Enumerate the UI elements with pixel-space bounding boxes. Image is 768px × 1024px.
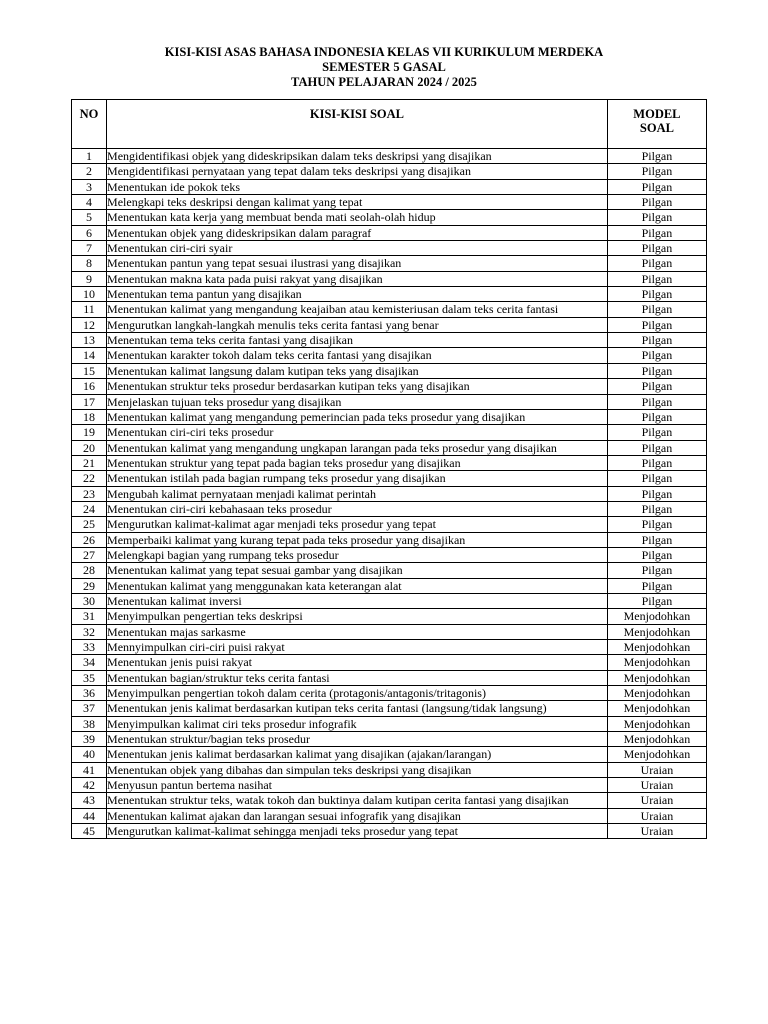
- row-model-soal: Pilgan: [607, 149, 706, 164]
- table-row: [72, 486, 707, 501]
- row-number: 7: [72, 241, 107, 256]
- row-model-soal: Uraian: [607, 824, 706, 839]
- row-number: 38: [72, 716, 107, 731]
- row-kisi-kisi: Mengubah kalimat pernyataan menjadi kalimat perintah: [107, 486, 608, 501]
- row-model-soal: Pilgan: [607, 333, 706, 348]
- row-number: 24: [72, 501, 107, 516]
- header-no: NO: [72, 100, 107, 149]
- row-number: 32: [72, 624, 107, 639]
- header-model-soal: [607, 100, 706, 149]
- table-row: [72, 732, 707, 747]
- table-row: [72, 747, 707, 762]
- row-kisi-kisi: Menyimpulkan kalimat ciri teks prosedur infografik: [107, 716, 608, 731]
- row-model-soal: Pilgan: [607, 486, 706, 501]
- row-number: 43: [72, 793, 107, 808]
- row-number: 23: [72, 486, 107, 501]
- row-number: 17: [72, 394, 107, 409]
- table-row: [72, 379, 707, 394]
- row-kisi-kisi: Menentukan karakter tokoh dalam teks cerita fantasi yang disajikan: [107, 348, 608, 363]
- row-model-soal: Menjodohkan: [607, 686, 706, 701]
- row-number: 30: [72, 593, 107, 608]
- row-kisi-kisi: Menyimpulkan pengertian teks deskripsi: [107, 609, 608, 624]
- row-number: 28: [72, 563, 107, 578]
- table-row: [72, 333, 707, 348]
- row-number: 13: [72, 333, 107, 348]
- row-model-soal: Pilgan: [607, 379, 706, 394]
- row-kisi-kisi: Menentukan kalimat yang mengandung pemerincian pada teks prosedur yang disajikan: [107, 409, 608, 424]
- table-row: [72, 578, 707, 593]
- row-model-soal: Menjodohkan: [607, 716, 706, 731]
- table-row: [72, 701, 707, 716]
- table-row: [72, 808, 707, 823]
- row-kisi-kisi: Menentukan ciri-ciri teks prosedur: [107, 425, 608, 440]
- row-model-soal: Uraian: [607, 808, 706, 823]
- table-row: [72, 164, 707, 179]
- table-row: [72, 394, 707, 409]
- row-kisi-kisi: Melengkapi bagian yang rumpang teks prosedur: [107, 547, 608, 562]
- row-kisi-kisi: Menentukan ciri-ciri syair: [107, 241, 608, 256]
- row-model-soal: Pilgan: [607, 517, 706, 532]
- row-number: 29: [72, 578, 107, 593]
- table-row: [72, 501, 707, 516]
- row-model-soal: Pilgan: [607, 578, 706, 593]
- row-kisi-kisi: Menentukan struktur yang tepat pada bagian teks prosedur yang disajikan: [107, 455, 608, 470]
- row-kisi-kisi: Mengidentifikasi pernyataan yang tepat dalam teks deskripsi yang disajikan: [107, 164, 608, 179]
- row-number: 15: [72, 363, 107, 378]
- table-row: [72, 409, 707, 424]
- row-model-soal: Pilgan: [607, 547, 706, 562]
- row-kisi-kisi: Menentukan kalimat ajakan dan larangan sesuai infografik yang disajikan: [107, 808, 608, 823]
- header-model-line-1: MODEL: [633, 107, 681, 121]
- row-model-soal: Menjodohkan: [607, 701, 706, 716]
- row-number: 21: [72, 455, 107, 470]
- row-number: 6: [72, 225, 107, 240]
- row-model-soal: Menjodohkan: [607, 732, 706, 747]
- row-kisi-kisi: Menentukan objek yang dideskripsikan dalam paragraf: [107, 225, 608, 240]
- row-kisi-kisi: Mengurutkan langkah-langkah menulis teks cerita fantasi yang benar: [107, 317, 608, 332]
- table-row: [72, 609, 707, 624]
- row-number: 41: [72, 762, 107, 777]
- table-row: [72, 455, 707, 470]
- table-row: [72, 256, 707, 271]
- row-number: 39: [72, 732, 107, 747]
- row-kisi-kisi: Menentukan bagian/struktur teks cerita fantasi: [107, 670, 608, 685]
- header-model-line-2: SOAL: [639, 121, 674, 135]
- table-row: [72, 517, 707, 532]
- row-number: 35: [72, 670, 107, 685]
- table-row: [72, 271, 707, 286]
- row-model-soal: Pilgan: [607, 241, 706, 256]
- table-row: [72, 563, 707, 578]
- row-number: 34: [72, 655, 107, 670]
- row-kisi-kisi: Menentukan struktur teks, watak tokoh dan buktinya dalam kutipan cerita fantasi yang disajikan: [107, 793, 608, 808]
- row-number: 45: [72, 824, 107, 839]
- table-row: [72, 179, 707, 194]
- row-model-soal: Pilgan: [607, 164, 706, 179]
- row-number: 20: [72, 440, 107, 455]
- row-model-soal: Pilgan: [607, 455, 706, 470]
- row-kisi-kisi: Menentukan ciri-ciri kebahasaan teks prosedur: [107, 501, 608, 516]
- row-kisi-kisi: Menentukan kalimat yang mengandung ungkapan larangan pada teks prosedur yang disajikan: [107, 440, 608, 455]
- row-model-soal: Menjodohkan: [607, 655, 706, 670]
- table-row: [72, 440, 707, 455]
- row-model-soal: Pilgan: [607, 563, 706, 578]
- row-kisi-kisi: Menjelaskan tujuan teks prosedur yang disajikan: [107, 394, 608, 409]
- row-model-soal: Menjodohkan: [607, 747, 706, 762]
- document-title: [0, 45, 768, 90]
- row-model-soal: Pilgan: [607, 532, 706, 547]
- table-row: [72, 195, 707, 210]
- row-number: 40: [72, 747, 107, 762]
- row-number: 5: [72, 210, 107, 225]
- row-kisi-kisi: Menentukan jenis kalimat berdasarkan kalimat yang disajikan (ajakan/larangan): [107, 747, 608, 762]
- row-number: 16: [72, 379, 107, 394]
- table-row: [72, 778, 707, 793]
- row-number: 10: [72, 287, 107, 302]
- title-line-2: SEMESTER 5 GASAL: [322, 60, 446, 74]
- row-model-soal: Menjodohkan: [607, 624, 706, 639]
- table-row: [72, 593, 707, 608]
- row-number: 25: [72, 517, 107, 532]
- row-number: 11: [72, 302, 107, 317]
- row-kisi-kisi: Menentukan tema pantun yang disajikan: [107, 287, 608, 302]
- header-kisi-kisi-soal: KISI-KISI SOAL: [107, 100, 608, 149]
- row-kisi-kisi: Menentukan kalimat yang tepat sesuai gambar yang disajikan: [107, 563, 608, 578]
- table-row: [72, 225, 707, 240]
- table-row: [72, 640, 707, 655]
- table-row: [72, 317, 707, 332]
- table-row: [72, 241, 707, 256]
- row-model-soal: Pilgan: [607, 440, 706, 455]
- table-row: [72, 302, 707, 317]
- table-row: [72, 716, 707, 731]
- row-kisi-kisi: Menentukan ide pokok teks: [107, 179, 608, 194]
- row-model-soal: Pilgan: [607, 195, 706, 210]
- row-kisi-kisi: Menentukan makna kata pada puisi rakyat yang disajikan: [107, 271, 608, 286]
- row-model-soal: Pilgan: [607, 425, 706, 440]
- row-model-soal: Pilgan: [607, 302, 706, 317]
- row-model-soal: Pilgan: [607, 225, 706, 240]
- table-row: [72, 471, 707, 486]
- table-row: [72, 655, 707, 670]
- table-row: [72, 824, 707, 839]
- row-kisi-kisi: Menentukan tema teks cerita fantasi yang disajikan: [107, 333, 608, 348]
- table-row: [72, 287, 707, 302]
- kisi-kisi-table: [71, 99, 707, 839]
- title-line-3: TAHUN PELAJARAN 2024 / 2025: [291, 75, 477, 89]
- row-kisi-kisi: Menentukan jenis puisi rakyat: [107, 655, 608, 670]
- table-row: [72, 762, 707, 777]
- row-number: 36: [72, 686, 107, 701]
- table-row: [72, 348, 707, 363]
- row-kisi-kisi: Menentukan jenis kalimat berdasarkan kutipan teks cerita fantasi (langsung/tidak langsung): [107, 701, 608, 716]
- row-number: 12: [72, 317, 107, 332]
- row-number: 22: [72, 471, 107, 486]
- row-model-soal: Pilgan: [607, 256, 706, 271]
- row-number: 3: [72, 179, 107, 194]
- row-number: 14: [72, 348, 107, 363]
- row-model-soal: Menjodohkan: [607, 640, 706, 655]
- row-model-soal: Pilgan: [607, 409, 706, 424]
- table-row: [72, 624, 707, 639]
- row-number: 19: [72, 425, 107, 440]
- row-number: 8: [72, 256, 107, 271]
- row-kisi-kisi: Menyimpulkan pengertian tokoh dalam cerita (protagonis/antagonis/tritagonis): [107, 686, 608, 701]
- row-number: 18: [72, 409, 107, 424]
- row-kisi-kisi: Menentukan struktur teks prosedur berdasarkan kutipan teks yang disajikan: [107, 379, 608, 394]
- table-body: [72, 149, 707, 839]
- row-model-soal: Pilgan: [607, 501, 706, 516]
- row-model-soal: Pilgan: [607, 287, 706, 302]
- row-model-soal: Pilgan: [607, 348, 706, 363]
- table-row: [72, 532, 707, 547]
- table-row: [72, 547, 707, 562]
- row-number: 26: [72, 532, 107, 547]
- table-row: [72, 210, 707, 225]
- row-model-soal: Uraian: [607, 793, 706, 808]
- row-kisi-kisi: Menentukan kalimat langsung dalam kutipan teks yang disajikan: [107, 363, 608, 378]
- row-kisi-kisi: Melengkapi teks deskripsi dengan kalimat yang tepat: [107, 195, 608, 210]
- table-row: [72, 149, 707, 164]
- row-kisi-kisi: Menentukan kalimat inversi: [107, 593, 608, 608]
- row-kisi-kisi: Mengurutkan kalimat-kalimat agar menjadi teks prosedur yang tepat: [107, 517, 608, 532]
- row-model-soal: Pilgan: [607, 271, 706, 286]
- row-number: 33: [72, 640, 107, 655]
- row-model-soal: Menjodohkan: [607, 609, 706, 624]
- row-model-soal: Pilgan: [607, 210, 706, 225]
- table-header-row: [72, 100, 707, 149]
- row-number: 9: [72, 271, 107, 286]
- row-number: 42: [72, 778, 107, 793]
- row-model-soal: Pilgan: [607, 179, 706, 194]
- row-kisi-kisi: Menentukan objek yang dibahas dan simpulan teks deskripsi yang disajikan: [107, 762, 608, 777]
- row-kisi-kisi: Mennyimpulkan ciri-ciri puisi rakyat: [107, 640, 608, 655]
- row-model-soal: Pilgan: [607, 593, 706, 608]
- row-number: 37: [72, 701, 107, 716]
- table-row: [72, 363, 707, 378]
- row-model-soal: Uraian: [607, 762, 706, 777]
- row-model-soal: Pilgan: [607, 471, 706, 486]
- row-kisi-kisi: Memperbaiki kalimat yang kurang tepat pada teks prosedur yang disajikan: [107, 532, 608, 547]
- table-row: [72, 425, 707, 440]
- row-kisi-kisi: Menentukan kalimat yang menggunakan kata keterangan alat: [107, 578, 608, 593]
- row-kisi-kisi: Menyusun pantun bertema nasihat: [107, 778, 608, 793]
- row-number: 44: [72, 808, 107, 823]
- title-line-1: KISI-KISI ASAS BAHASA INDONESIA KELAS VII KURIKULUM MERDEKA: [164, 45, 604, 59]
- row-model-soal: Uraian: [607, 778, 706, 793]
- row-model-soal: Pilgan: [607, 394, 706, 409]
- table-row: [72, 670, 707, 685]
- row-kisi-kisi: Menentukan struktur/bagian teks prosedur: [107, 732, 608, 747]
- row-number: 2: [72, 164, 107, 179]
- row-model-soal: Menjodohkan: [607, 670, 706, 685]
- row-kisi-kisi: Menentukan majas sarkasme: [107, 624, 608, 639]
- row-number: 31: [72, 609, 107, 624]
- row-kisi-kisi: Menentukan istilah pada bagian rumpang teks prosedur yang disajikan: [107, 471, 608, 486]
- row-model-soal: Pilgan: [607, 363, 706, 378]
- row-number: 27: [72, 547, 107, 562]
- row-kisi-kisi: Mengidentifikasi objek yang dideskripsikan dalam teks deskripsi yang disajikan: [107, 149, 608, 164]
- row-model-soal: Pilgan: [607, 317, 706, 332]
- row-kisi-kisi: Menentukan kalimat yang mengandung keajaiban atau kemisteriusan dalam teks cerita fantasi: [107, 302, 608, 317]
- row-number: 4: [72, 195, 107, 210]
- row-kisi-kisi: Mengurutkan kalimat-kalimat sehingga menjadi teks prosedur yang tepat: [107, 824, 608, 839]
- table-row: [72, 686, 707, 701]
- row-number: 1: [72, 149, 107, 164]
- table-row: [72, 793, 707, 808]
- row-kisi-kisi: Menentukan kata kerja yang membuat benda mati seolah-olah hidup: [107, 210, 608, 225]
- row-kisi-kisi: Menentukan pantun yang tepat sesuai ilustrasi yang disajikan: [107, 256, 608, 271]
